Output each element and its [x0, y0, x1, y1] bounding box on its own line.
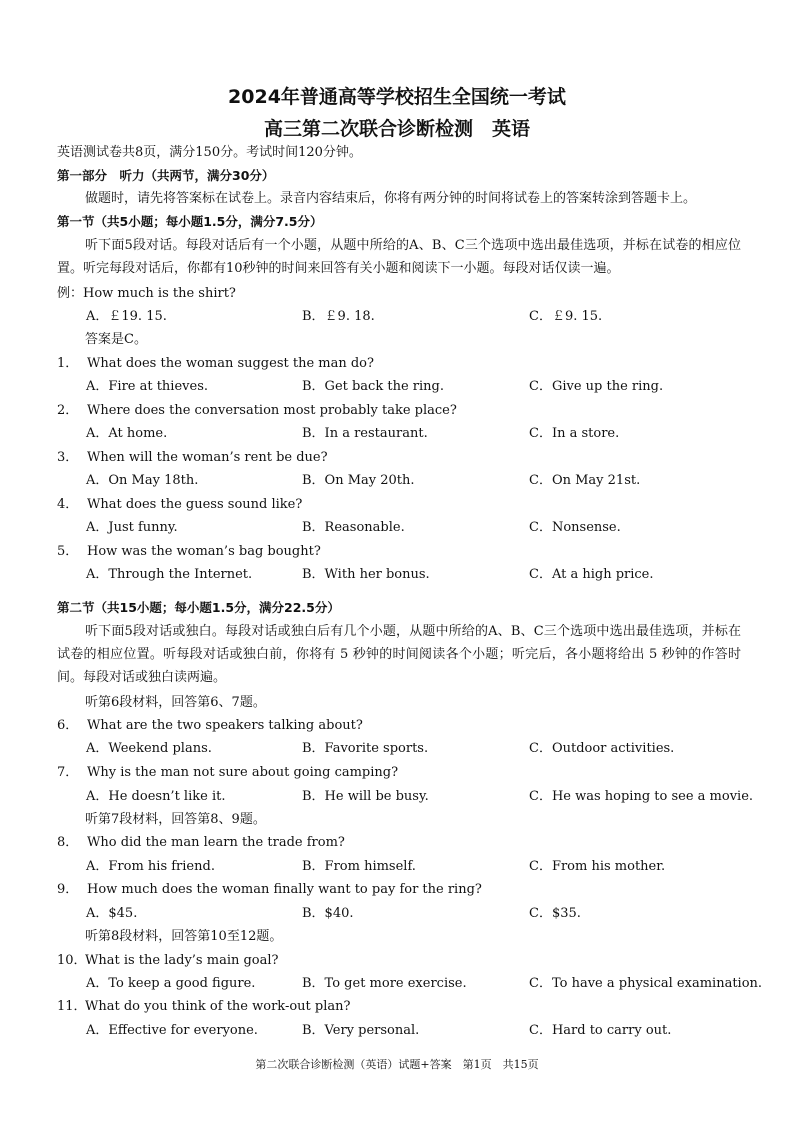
section1-heading: 第一节（共5小题；每小题1.5分，满分7.5分）	[57, 214, 323, 229]
option-c: C．In a store.	[529, 426, 620, 441]
option-a: A．Just funny.	[86, 520, 178, 535]
question-text: How much does the woman finally want to pay for the ring?	[87, 882, 482, 897]
option-b: B．Favorite sports.	[302, 741, 429, 756]
option-c: C．At a high price.	[529, 567, 654, 582]
material-7-note: 听第7段材料，回答第8、9题。	[85, 812, 266, 827]
option-c: C．$35.	[529, 906, 581, 921]
option-c: C．On May 21st.	[529, 473, 641, 488]
question-number: 3．	[57, 450, 79, 465]
question-number: 11．	[57, 999, 87, 1014]
option-c: C．To have a physical examination.	[529, 976, 763, 991]
option-a: A．To keep a good figure.	[86, 976, 256, 991]
option-a: A．$45.	[86, 906, 138, 921]
example-option-b: B．￡9. 18.	[302, 309, 375, 324]
part1-instruction: 做题时，请先将答案标在试卷上。录音内容结束后，你将有两分钟的时间将试卷上的答案转涂到答题卡上。	[85, 191, 697, 206]
question-text: What does the woman suggest the man do?	[87, 356, 374, 371]
question-text: What are the two speakers talking about?	[87, 718, 363, 733]
question-number: 9．	[57, 882, 79, 897]
option-b: B．Reasonable.	[302, 520, 405, 535]
option-b: B．Get back the ring.	[302, 379, 444, 394]
question-number: 7．	[57, 765, 79, 780]
material-6-note: 听第6段材料，回答第6、7题。	[85, 695, 266, 710]
option-b: B．In a restaurant.	[302, 426, 428, 441]
question-number: 2．	[57, 403, 79, 418]
option-c: C．Nonsense.	[529, 520, 621, 535]
section2-heading: 第二节（共15小题；每小题1.5分，满分22.5分）	[57, 600, 340, 615]
option-a: A．At home.	[86, 426, 168, 441]
option-a: A．He doesn’t like it.	[86, 789, 226, 804]
example-question: 例：How much is the shirt?	[57, 286, 236, 301]
option-c: C．Hard to carry out.	[529, 1023, 672, 1038]
option-b: B．To get more exercise.	[302, 976, 467, 991]
option-c: C．Outdoor activities.	[529, 741, 675, 756]
question-number: 5．	[57, 544, 79, 559]
example-option-a: A．￡19. 15.	[86, 309, 167, 324]
option-c: C．Give up the ring.	[529, 379, 664, 394]
question-number: 10．	[57, 953, 87, 968]
page-footer: 第二次联合诊断检测（英语）试题+答案 第1页 共15页	[255, 1058, 539, 1071]
option-c: C．He was hoping to see a movie.	[529, 789, 754, 804]
option-b: B．On May 20th.	[302, 473, 415, 488]
question-text: Why is the man not sure about going camping?	[87, 765, 399, 780]
question-text: What do you think of the work-out plan?	[85, 999, 351, 1014]
material-8-note: 听第8段材料，回答第10至12题。	[85, 929, 283, 944]
option-a: A．Through the Internet.	[86, 567, 253, 582]
question-text: How was the woman’s bag bought?	[87, 544, 321, 559]
option-a: A．Weekend plans.	[86, 741, 212, 756]
example-answer: 答案是C。	[85, 332, 147, 347]
option-a: A．On May 18th.	[86, 473, 199, 488]
option-c: C．From his mother.	[529, 859, 666, 874]
question-text: Who did the man learn the trade from?	[87, 835, 345, 850]
section1-instruction: 听下面5段对话。每段对话后有一个小题，从题中所给的A、B、C三个选项中选出最佳选项，并标在试卷的相应位置。听完每段对话后，你都有10秒钟的时间来回答有关小题和阅读下一小题。每段对话仅读一遍。	[57, 238, 741, 276]
example-option-c: C．￡9. 15.	[529, 309, 603, 324]
option-a: A．Fire at thieves.	[86, 379, 209, 394]
option-b: B．From himself.	[302, 859, 416, 874]
question-text: What is the lady’s main goal?	[85, 953, 279, 968]
exam-subtitle: 高三第二次联合诊断检测 英语	[263, 118, 530, 140]
option-a: A．Effective for everyone.	[86, 1023, 258, 1038]
section2-instruction: 听下面5段对话或独白。每段对话或独白后有几个小题，从题中所给的A、B、C三个选项中选出最佳选项，并标在试卷的相应位置。听每段对话或独白前，你将有 5 秒钟的时间阅读各个小题；听完后，各小题将给出 5 秒钟的作答时间。每段对话或独白读两遍。	[57, 624, 741, 685]
question-text: When will the woman’s rent be due?	[87, 450, 328, 465]
option-b: B．Very personal.	[302, 1023, 420, 1038]
option-a: A．From his friend.	[86, 859, 215, 874]
option-b: B．He will be busy.	[302, 789, 429, 804]
exam-intro: 英语测试卷共8页，满分150分。考试时间120分钟。	[57, 145, 362, 160]
question-text: What does the guess sound like?	[87, 497, 303, 512]
question-number: 1．	[57, 356, 79, 371]
question-text: Where does the conversation most probably take place?	[87, 403, 457, 418]
part1-heading: 第一部分 听力（共两节，满分30分）	[57, 168, 275, 183]
question-number: 4．	[57, 497, 79, 512]
option-b: B．$40.	[302, 906, 354, 921]
option-b: B．With her bonus.	[302, 567, 430, 582]
question-number: 8．	[57, 835, 79, 850]
question-number: 6．	[57, 718, 79, 733]
exam-title: 2024年普通高等学校招生全国统一考试	[228, 86, 566, 108]
